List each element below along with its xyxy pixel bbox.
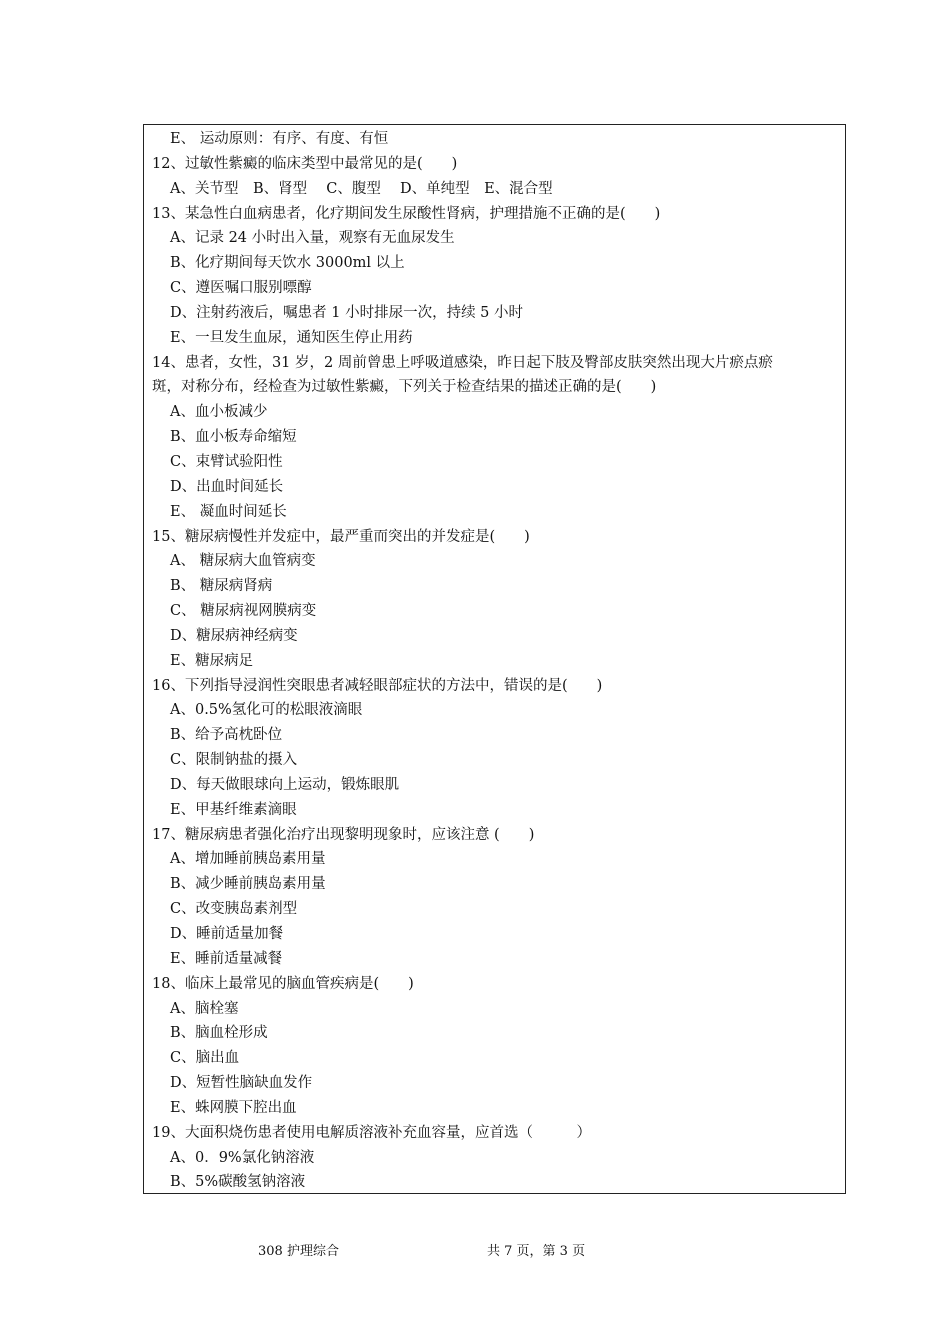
question-text: 斑，对称分布，经检查为过敏性紫癜，下列关于检查结果的描述正确的是( ) xyxy=(152,379,657,396)
answer-option: C、 糖尿病视网膜病变 xyxy=(170,603,317,620)
answer-option: A、血小板减少 xyxy=(170,404,268,421)
question-text: 16、下列指导浸润性突眼患者减轻眼部症状的方法中，错误的是( ) xyxy=(152,677,603,694)
answer-option: E、蛛网膜下腔出血 xyxy=(170,1099,297,1116)
answer-option: E、糖尿病足 xyxy=(170,652,254,669)
answer-option: D、糖尿病神经病变 xyxy=(170,627,298,644)
answer-option: B、给予高枕卧位 xyxy=(170,727,283,744)
question-text: 12、过敏性紫癜的临床类型中最常见的是( ) xyxy=(152,155,458,172)
answer-option: C、脑出血 xyxy=(170,1050,240,1067)
question-text: 17、糖尿病患者强化治疗出现黎明现象时，应该注意 ( ) xyxy=(152,826,535,843)
answer-option: E、睡前适量减餐 xyxy=(170,950,283,967)
answer-option: C、遵医嘱口服别嘌醇 xyxy=(170,280,312,297)
answer-option: C、束臂试验阳性 xyxy=(170,453,283,470)
answer-option: E、一旦发生血尿，通知医生停止用药 xyxy=(170,329,413,346)
answer-option: A、0．9%氯化钠溶液 xyxy=(170,1149,315,1166)
footer-subject: 308 护理综合 xyxy=(258,1244,339,1259)
answer-option: A、记录 24 小时出入量，观察有无血尿发生 xyxy=(170,230,455,247)
answer-option: A、增加睡前胰岛素用量 xyxy=(170,851,326,868)
footer-page-info: 共 7 页，第 3 页 xyxy=(487,1244,586,1259)
answer-option: B、脑血栓形成 xyxy=(170,1025,268,1042)
answer-option: D、每天做眼球向上运动，锻炼眼肌 xyxy=(170,776,400,793)
answer-option: A、0.5%氢化可的松眼液滴眼 xyxy=(170,702,363,719)
question-text: 13、某急性白血病患者，化疗期间发生尿酸性肾病，护理措施不正确的是( ) xyxy=(152,205,661,222)
answer-option: B、减少睡前胰岛素用量 xyxy=(170,876,326,893)
answer-option: A、 糖尿病大血管病变 xyxy=(170,553,316,570)
answer-option: D、出血时间延长 xyxy=(170,478,284,495)
answer-option: A、脑栓塞 xyxy=(170,1000,239,1017)
question-text: 14、患者，女性，31 岁，2 周前曾患上呼吸道感染，昨日起下肢及臀部皮肤突然出现大片瘀点瘀 xyxy=(152,354,773,371)
question-text: 19、大面积烧伤患者使用电解质溶液补充血容量，应首选（ ） xyxy=(152,1124,591,1141)
answer-option: D、睡前适量加餐 xyxy=(170,926,284,942)
answer-option: D、注射药液后，嘱患者 1 小时排尿一次，持续 5 小时 xyxy=(170,304,524,321)
answer-option: D、短暂性脑缺血发作 xyxy=(170,1075,313,1092)
answer-option: C、改变胰岛素剂型 xyxy=(170,901,298,918)
answer-option: B、5%碳酸氢钠溶液 xyxy=(170,1174,306,1191)
question-text: 15、糖尿病慢性并发症中，最严重而突出的并发症是( ) xyxy=(152,528,530,545)
answer-option: A、关节型 B、肾型 C、腹型 D、单纯型 E、混合型 xyxy=(170,180,553,197)
answer-option: E、甲基纤维素滴眼 xyxy=(170,801,297,818)
answer-option: B、化疗期间每天饮水 3000ml 以上 xyxy=(170,255,405,272)
question-text: 18、临床上最常见的脑血管疾病是( ) xyxy=(152,975,414,992)
answer-option: B、 糖尿病肾病 xyxy=(170,578,273,595)
answer-option: C、限制钠盐的摄入 xyxy=(170,752,298,769)
exam-content-frame xyxy=(143,124,846,1194)
answer-option: E、 运动原则：有序、有度、有恒 xyxy=(170,131,389,147)
answer-option: E、 凝血时间延长 xyxy=(170,503,287,520)
answer-option: B、血小板寿命缩短 xyxy=(170,429,297,446)
